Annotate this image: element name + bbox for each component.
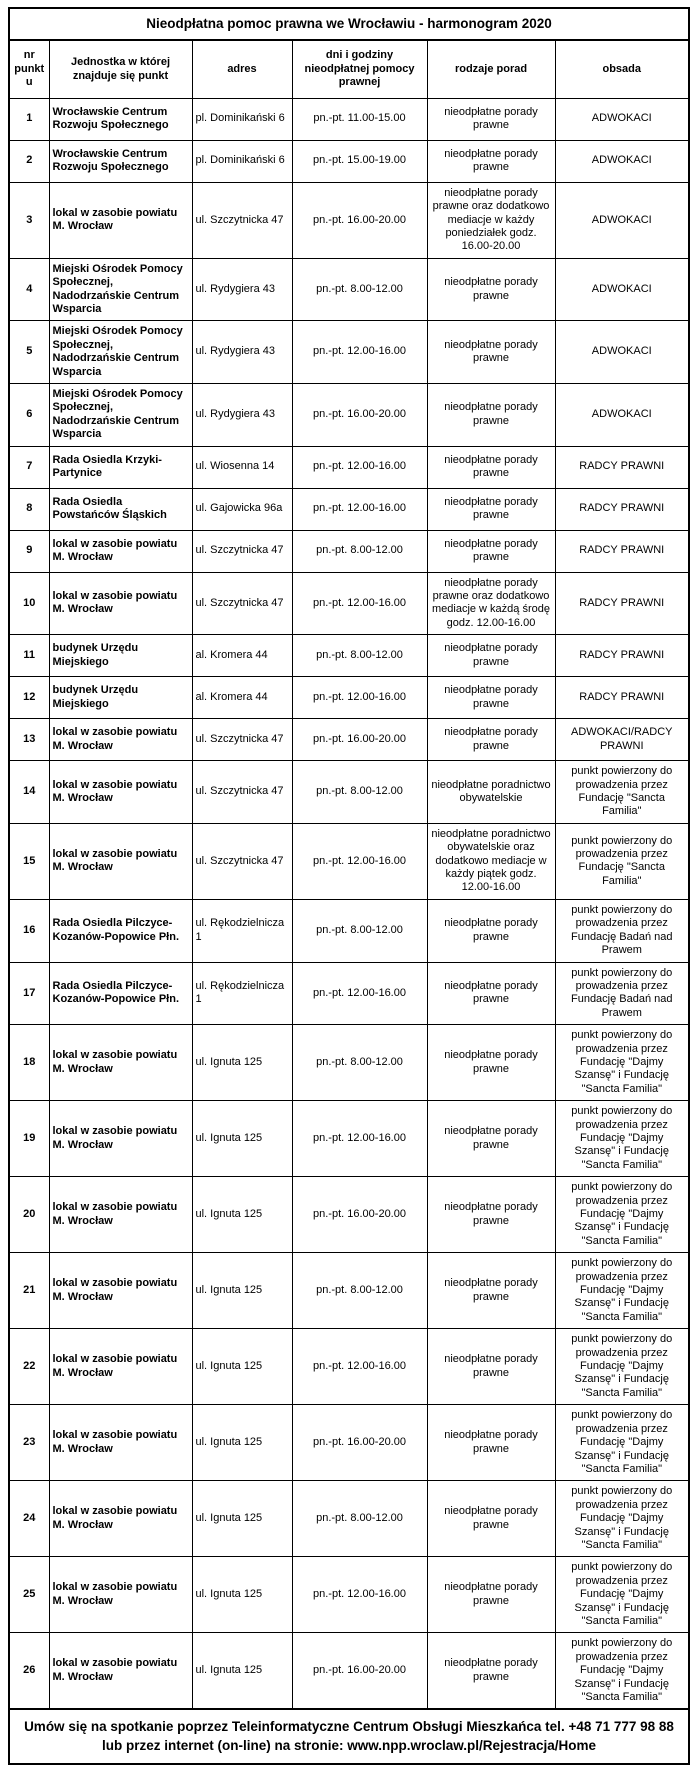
- cell-adres: ul. Szczytnicka 47: [192, 719, 292, 761]
- cell-adres: ul. Ignuta 125: [192, 1405, 292, 1481]
- cell-obsada: RADCY PRAWNI: [555, 677, 689, 719]
- cell-porady: nieodpłatne porady prawne: [427, 383, 555, 446]
- cell-adres: ul. Gajowicka 96a: [192, 488, 292, 530]
- table-row: [9, 677, 689, 719]
- cell-godziny: pn.-pt. 16.00-20.00: [292, 182, 427, 258]
- cell-jednostka: lokal w zasobie powiatu M. Wrocław: [49, 572, 192, 635]
- col-header-rodzaje-porad: rodzaje porad: [427, 40, 555, 98]
- cell-adres: pl. Dominikański 6: [192, 98, 292, 140]
- cell-jednostka: lokal w zasobie powiatu M. Wrocław: [49, 1405, 192, 1481]
- cell-jednostka: lokal w zasobie powiatu M. Wrocław: [49, 1329, 192, 1405]
- cell-obsada: ADWOKACI: [555, 140, 689, 182]
- cell-godziny: pn.-pt. 12.00-16.00: [292, 823, 427, 899]
- cell-godziny: pn.-pt. 8.00-12.00: [292, 635, 427, 677]
- cell-porady: nieodpłatne porady prawne oraz dodatkowo mediacje w każdy poniedziałek godz. 16.00-20.00: [427, 182, 555, 258]
- cell-godziny: pn.-pt. 8.00-12.00: [292, 530, 427, 572]
- cell-jednostka: Wrocławskie Centrum Rozwoju Społecznego: [49, 98, 192, 140]
- cell-jednostka: budynek Urzędu Miejskiego: [49, 677, 192, 719]
- table-row: [9, 140, 689, 182]
- cell-godziny: pn.-pt. 12.00-16.00: [292, 1101, 427, 1177]
- cell-nr-punktu: 1: [9, 98, 49, 140]
- cell-obsada: punkt powierzony do prowadzenia przez Fundację "Dajmy Szansę" i Fundację "Sancta Familia": [555, 1557, 689, 1633]
- cell-nr-punktu: 10: [9, 572, 49, 635]
- cell-adres: ul. Ignuta 125: [192, 1101, 292, 1177]
- cell-jednostka: lokal w zasobie powiatu M. Wrocław: [49, 1557, 192, 1633]
- cell-godziny: pn.-pt. 11.00-15.00: [292, 98, 427, 140]
- cell-jednostka: Rada Osiedla Krzyki-Partynice: [49, 446, 192, 488]
- cell-adres: ul. Ignuta 125: [192, 1025, 292, 1101]
- title-row: [9, 8, 689, 40]
- cell-godziny: pn.-pt. 12.00-16.00: [292, 1329, 427, 1405]
- cell-nr-punktu: 11: [9, 635, 49, 677]
- table-row: [9, 258, 689, 321]
- col-header-jednostka: Jednostka w której znajduje się punkt: [49, 40, 192, 98]
- cell-porady: nieodpłatne porady prawne: [427, 258, 555, 321]
- cell-godziny: pn.-pt. 8.00-12.00: [292, 899, 427, 962]
- cell-porady: nieodpłatne porady prawne: [427, 1481, 555, 1557]
- table-row: [9, 1633, 689, 1710]
- cell-jednostka: lokal w zasobie powiatu M. Wrocław: [49, 1253, 192, 1329]
- cell-jednostka: Miejski Ośrodek Pomocy Społecznej, Nadodrzańskie Centrum Wsparcia: [49, 258, 192, 321]
- cell-porady: nieodpłatne poradnictwo obywatelskie oraz dodatkowo mediacje w każdy piątek godz. 12.00-16.00: [427, 823, 555, 899]
- cell-adres: ul. Rydygiera 43: [192, 321, 292, 384]
- table-row: [9, 572, 689, 635]
- cell-porady: nieodpłatne porady prawne: [427, 677, 555, 719]
- table-row: [9, 446, 689, 488]
- table-row: [9, 1481, 689, 1557]
- cell-nr-punktu: 18: [9, 1025, 49, 1101]
- footer-line-phone: Umów się na spotkanie poprzez Teleinformatyczne Centrum Obsługi Mieszkańca tel. +48 71 777 98 88: [24, 1719, 674, 1735]
- cell-porady: nieodpłatne porady prawne: [427, 488, 555, 530]
- cell-adres: ul. Rękodzielnicza 1: [192, 899, 292, 962]
- cell-jednostka: lokal w zasobie powiatu M. Wrocław: [49, 761, 192, 824]
- cell-obsada: punkt powierzony do prowadzenia przez Fundację "Dajmy Szansę" i Fundację "Sancta Familia": [555, 1025, 689, 1101]
- cell-jednostka: Rada Osiedla Powstańców Śląskich: [49, 488, 192, 530]
- cell-nr-punktu: 16: [9, 899, 49, 962]
- cell-nr-punktu: 8: [9, 488, 49, 530]
- cell-obsada: ADWOKACI: [555, 98, 689, 140]
- cell-jednostka: lokal w zasobie powiatu M. Wrocław: [49, 1481, 192, 1557]
- cell-porady: nieodpłatne porady prawne: [427, 446, 555, 488]
- cell-adres: ul. Ignuta 125: [192, 1633, 292, 1710]
- cell-porady: nieodpłatne porady prawne: [427, 98, 555, 140]
- cell-porady: nieodpłatne porady prawne: [427, 962, 555, 1025]
- cell-godziny: pn.-pt. 16.00-20.00: [292, 1405, 427, 1481]
- cell-nr-punktu: 5: [9, 321, 49, 384]
- cell-obsada: punkt powierzony do prowadzenia przez Fundację "Dajmy Szansę" i Fundację "Sancta Familia": [555, 1253, 689, 1329]
- cell-nr-punktu: 22: [9, 1329, 49, 1405]
- col-header-obsada: obsada: [555, 40, 689, 98]
- cell-nr-punktu: 19: [9, 1101, 49, 1177]
- cell-adres: ul. Ignuta 125: [192, 1557, 292, 1633]
- cell-porady: nieodpłatne porady prawne: [427, 530, 555, 572]
- column-header-row: [9, 40, 689, 98]
- cell-jednostka: lokal w zasobie powiatu M. Wrocław: [49, 719, 192, 761]
- cell-obsada: RADCY PRAWNI: [555, 530, 689, 572]
- cell-godziny: pn.-pt. 8.00-12.00: [292, 258, 427, 321]
- cell-nr-punktu: 14: [9, 761, 49, 824]
- cell-nr-punktu: 20: [9, 1177, 49, 1253]
- table-row: [9, 383, 689, 446]
- cell-nr-punktu: 9: [9, 530, 49, 572]
- table-row: [9, 182, 689, 258]
- cell-adres: ul. Szczytnicka 47: [192, 182, 292, 258]
- cell-nr-punktu: 4: [9, 258, 49, 321]
- cell-godziny: pn.-pt. 12.00-16.00: [292, 446, 427, 488]
- cell-nr-punktu: 26: [9, 1633, 49, 1710]
- cell-obsada: ADWOKACI/RADCY PRAWNI: [555, 719, 689, 761]
- cell-obsada: RADCY PRAWNI: [555, 635, 689, 677]
- cell-obsada: punkt powierzony do prowadzenia przez Fundację "Dajmy Szansę" i Fundację "Sancta Familia": [555, 1177, 689, 1253]
- cell-obsada: ADWOKACI: [555, 182, 689, 258]
- cell-jednostka: Miejski Ośrodek Pomocy Społecznej, Nadodrzańskie Centrum Wsparcia: [49, 383, 192, 446]
- cell-obsada: RADCY PRAWNI: [555, 446, 689, 488]
- cell-godziny: pn.-pt. 12.00-16.00: [292, 572, 427, 635]
- cell-jednostka: budynek Urzędu Miejskiego: [49, 635, 192, 677]
- table-row: [9, 1101, 689, 1177]
- cell-nr-punktu: 13: [9, 719, 49, 761]
- table-row: [9, 98, 689, 140]
- cell-nr-punktu: 24: [9, 1481, 49, 1557]
- cell-adres: ul. Szczytnicka 47: [192, 572, 292, 635]
- cell-adres: ul. Ignuta 125: [192, 1253, 292, 1329]
- cell-jednostka: Wrocławskie Centrum Rozwoju Społecznego: [49, 140, 192, 182]
- cell-adres: ul. Ignuta 125: [192, 1177, 292, 1253]
- cell-godziny: pn.-pt. 12.00-16.00: [292, 677, 427, 719]
- col-header-dni-godziny: dni i godziny nieodpłatnej pomocy prawnej: [292, 40, 427, 98]
- cell-jednostka: lokal w zasobie powiatu M. Wrocław: [49, 1177, 192, 1253]
- cell-obsada: punkt powierzony do prowadzenia przez Fundację "Dajmy Szansę" i Fundację "Sancta Familia": [555, 1101, 689, 1177]
- cell-porady: nieodpłatne porady prawne: [427, 140, 555, 182]
- table-row: [9, 1329, 689, 1405]
- cell-porady: nieodpłatne porady prawne: [427, 1177, 555, 1253]
- cell-obsada: ADWOKACI: [555, 383, 689, 446]
- cell-nr-punktu: 25: [9, 1557, 49, 1633]
- cell-nr-punktu: 15: [9, 823, 49, 899]
- cell-adres: ul. Szczytnicka 47: [192, 761, 292, 824]
- cell-obsada: punkt powierzony do prowadzenia przez Fundację "Dajmy Szansę" i Fundację "Sancta Familia": [555, 1481, 689, 1557]
- cell-obsada: ADWOKACI: [555, 321, 689, 384]
- cell-jednostka: lokal w zasobie powiatu M. Wrocław: [49, 1101, 192, 1177]
- cell-nr-punktu: 3: [9, 182, 49, 258]
- cell-godziny: pn.-pt. 12.00-16.00: [292, 962, 427, 1025]
- cell-porady: nieodpłatne porady prawne: [427, 321, 555, 384]
- cell-adres: pl. Dominikański 6: [192, 140, 292, 182]
- cell-obsada: punkt powierzony do prowadzenia przez Fundację "Dajmy Szansę" i Fundację "Sancta Familia": [555, 1633, 689, 1710]
- cell-jednostka: lokal w zasobie powiatu M. Wrocław: [49, 530, 192, 572]
- cell-porady: nieodpłatne porady prawne: [427, 899, 555, 962]
- cell-adres: ul. Rydygiera 43: [192, 383, 292, 446]
- cell-nr-punktu: 6: [9, 383, 49, 446]
- cell-obsada: punkt powierzony do prowadzenia przez Fundację Badań nad Prawem: [555, 962, 689, 1025]
- cell-adres: al. Kromera 44: [192, 677, 292, 719]
- cell-obsada: ADWOKACI: [555, 258, 689, 321]
- cell-obsada: RADCY PRAWNI: [555, 488, 689, 530]
- legal-aid-schedule-table: [8, 7, 690, 1765]
- table-row: [9, 719, 689, 761]
- cell-jednostka: Miejski Ośrodek Pomocy Społecznej, Nadodrzańskie Centrum Wsparcia: [49, 321, 192, 384]
- cell-godziny: pn.-pt. 8.00-12.00: [292, 1481, 427, 1557]
- cell-adres: ul. Rękodzielnicza 1: [192, 962, 292, 1025]
- cell-nr-punktu: 12: [9, 677, 49, 719]
- cell-porady: nieodpłatne porady prawne: [427, 1025, 555, 1101]
- col-header-nr-punktu: nr punktu: [9, 40, 49, 98]
- cell-jednostka: lokal w zasobie powiatu M. Wrocław: [49, 1633, 192, 1710]
- table-row: [9, 488, 689, 530]
- cell-adres: al. Kromera 44: [192, 635, 292, 677]
- cell-godziny: pn.-pt. 8.00-12.00: [292, 761, 427, 824]
- cell-porady: nieodpłatne porady prawne: [427, 1405, 555, 1481]
- cell-godziny: pn.-pt. 12.00-16.00: [292, 321, 427, 384]
- cell-porady: nieodpłatne porady prawne: [427, 635, 555, 677]
- cell-godziny: pn.-pt. 16.00-20.00: [292, 1177, 427, 1253]
- cell-godziny: pn.-pt. 8.00-12.00: [292, 1025, 427, 1101]
- cell-obsada: punkt powierzony do prowadzenia przez Fundację "Sancta Familia": [555, 761, 689, 824]
- table-row: [9, 899, 689, 962]
- cell-porady: nieodpłatne porady prawne oraz dodatkowo mediacje w każdą środę godz. 12.00-16.00: [427, 572, 555, 635]
- cell-porady: nieodpłatne porady prawne: [427, 719, 555, 761]
- footer-row: [9, 1709, 689, 1763]
- cell-adres: ul. Ignuta 125: [192, 1329, 292, 1405]
- cell-jednostka: lokal w zasobie powiatu M. Wrocław: [49, 1025, 192, 1101]
- cell-porady: nieodpłatne poradnictwo obywatelskie: [427, 761, 555, 824]
- cell-nr-punktu: 2: [9, 140, 49, 182]
- cell-godziny: pn.-pt. 12.00-16.00: [292, 488, 427, 530]
- page-title: Nieodpłatna pomoc prawna we Wrocławiu - harmonogram 2020: [9, 8, 689, 40]
- cell-godziny: pn.-pt. 16.00-20.00: [292, 719, 427, 761]
- cell-nr-punktu: 17: [9, 962, 49, 1025]
- cell-porady: nieodpłatne porady prawne: [427, 1329, 555, 1405]
- cell-porady: nieodpłatne porady prawne: [427, 1101, 555, 1177]
- cell-jednostka: Rada Osiedla Pilczyce-Kozanów-Popowice Płn.: [49, 962, 192, 1025]
- cell-nr-punktu: 21: [9, 1253, 49, 1329]
- cell-adres: ul. Wiosenna 14: [192, 446, 292, 488]
- cell-godziny: pn.-pt. 12.00-16.00: [292, 1557, 427, 1633]
- table-row: [9, 1405, 689, 1481]
- cell-obsada: punkt powierzony do prowadzenia przez Fundację "Dajmy Szansę" i Fundację "Sancta Familia": [555, 1329, 689, 1405]
- cell-adres: ul. Szczytnicka 47: [192, 530, 292, 572]
- cell-nr-punktu: 23: [9, 1405, 49, 1481]
- cell-obsada: punkt powierzony do prowadzenia przez Fundację "Dajmy Szansę" i Fundację "Sancta Familia": [555, 1405, 689, 1481]
- table-row: [9, 1253, 689, 1329]
- cell-jednostka: lokal w zasobie powiatu M. Wrocław: [49, 823, 192, 899]
- cell-obsada: RADCY PRAWNI: [555, 572, 689, 635]
- cell-porady: nieodpłatne porady prawne: [427, 1253, 555, 1329]
- table-row: [9, 321, 689, 384]
- cell-porady: nieodpłatne porady prawne: [427, 1557, 555, 1633]
- table-row: [9, 1177, 689, 1253]
- table-body: [9, 98, 689, 1709]
- cell-godziny: pn.-pt. 15.00-19.00: [292, 140, 427, 182]
- table-row: [9, 635, 689, 677]
- table-row: [9, 530, 689, 572]
- cell-adres: ul. Rydygiera 43: [192, 258, 292, 321]
- cell-adres: ul. Ignuta 125: [192, 1481, 292, 1557]
- cell-godziny: pn.-pt. 16.00-20.00: [292, 383, 427, 446]
- cell-obsada: punkt powierzony do prowadzenia przez Fundację "Sancta Familia": [555, 823, 689, 899]
- cell-jednostka: Rada Osiedla Pilczyce-Kozanów-Popowice Płn.: [49, 899, 192, 962]
- table-row: [9, 823, 689, 899]
- cell-godziny: pn.-pt. 8.00-12.00: [292, 1253, 427, 1329]
- table-row: [9, 962, 689, 1025]
- table-row: [9, 761, 689, 824]
- footer-note: [9, 1709, 689, 1763]
- cell-jednostka: lokal w zasobie powiatu M. Wrocław: [49, 182, 192, 258]
- cell-nr-punktu: 7: [9, 446, 49, 488]
- cell-obsada: punkt powierzony do prowadzenia przez Fundację Badań nad Prawem: [555, 899, 689, 962]
- table-row: [9, 1557, 689, 1633]
- footer-line-url: lub przez internet (on-line) na stronie: www.npp.wroclaw.pl/Rejestracja/Home: [101, 1737, 597, 1753]
- cell-godziny: pn.-pt. 16.00-20.00: [292, 1633, 427, 1710]
- table-row: [9, 1025, 689, 1101]
- cell-porady: nieodpłatne porady prawne: [427, 1633, 555, 1710]
- cell-adres: ul. Szczytnicka 47: [192, 823, 292, 899]
- col-header-adres: adres: [192, 40, 292, 98]
